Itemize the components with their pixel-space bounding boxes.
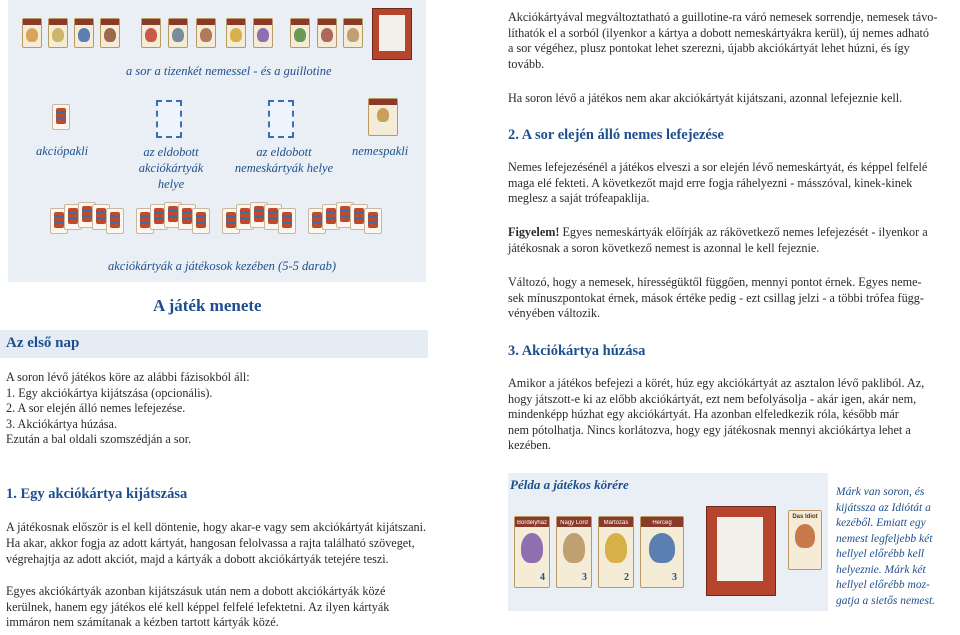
example-card-value: 3 (582, 572, 587, 583)
text-line: játékosnak a soron következő nemest is azonnal le kell fejeznie. (508, 240, 820, 255)
action-pile-card (52, 104, 70, 130)
behead-paragraph (508, 160, 958, 207)
hand-card (192, 208, 210, 234)
example-card-value: 2 (624, 572, 629, 583)
step-1-p3 (6, 584, 476, 631)
noble-card (48, 18, 68, 48)
attention-paragraph (508, 225, 958, 256)
noble-card (100, 18, 120, 48)
example-card-value: 4 (540, 572, 545, 583)
example-card-value: 3 (672, 572, 677, 583)
label-discarded-noble (234, 144, 334, 176)
text-line: kerülnek, hanem egy játékos elé kell képpel felfelé lefektetni. Az ilyen kártyák (6, 599, 390, 614)
label-line: az eldobott (256, 145, 312, 159)
noble-card (290, 18, 310, 48)
text-line (508, 225, 958, 241)
text-line: Egyes akciókártyák azonban kijátszásuk után nem a dobott akciókártyák közé (6, 584, 386, 598)
noble-card (141, 18, 161, 48)
text-line: kijátssza az Idiótát a (836, 501, 931, 514)
noble-pile-card (368, 98, 398, 136)
text-line: Nemes lefejezésénél a játékos elveszi a sor elején lévő nemeskártyát, és képpel felfelé (508, 160, 928, 174)
text-line: nem pótolhatja. Nincs korlátozva, hogy egy játékosnak mennyi akciókártya lehet a (508, 422, 911, 437)
intro-paragraph (508, 10, 958, 72)
hand-card (106, 208, 124, 234)
skip-paragraph: Ha soron lévő a játékos nem akar akciókártyát kijátszani, azonnal lefejeznie kell. (508, 91, 903, 105)
text-line: helyeznie. Márk két (836, 563, 926, 576)
step-1-p2 (6, 536, 476, 567)
text-line: immáron nem számítanak a kézben tartott kártyák közé. (6, 615, 279, 629)
label-action-pile: akciópakli (36, 144, 89, 158)
phase-item: 1. Egy akciókártya kijátszása (opcionális). (6, 385, 213, 400)
label-line: nemeskártyák helye (234, 161, 334, 175)
example-caption (836, 485, 958, 609)
example-card-title: Mártozás (603, 520, 629, 526)
attention-text: Egyes nemeskártyák előírják az rákövetkező nemes lefejezését - ilyenkor a (559, 225, 928, 239)
heading-step-2: 2. A sor elején álló nemes lefejezése (508, 127, 724, 143)
text-line: kezéből. Emiatt egy (836, 517, 926, 529)
example-card-title: Nagy Lord (560, 520, 588, 526)
label-discarded-action (124, 144, 218, 192)
discarded-action-slot (156, 100, 182, 138)
phase-item: 2. A sor elején álló nemes lefejezése. (6, 401, 186, 415)
heading-step-3: 3. Akciókártya húzása (508, 343, 646, 359)
text-line: mindenképp húzhat egy akciókártyát. Ha azonban elfeledkezik róla, később már (508, 407, 899, 421)
text-line: líthatók el a sorból (ilyenkor a kártya a dobott nemeskártyákra kerül), új nemes adható (508, 25, 930, 40)
phases-block (6, 370, 426, 448)
text-line: kezében. (508, 438, 551, 452)
example-guillotine (706, 506, 776, 596)
label-noble-pile: nemespakli (352, 144, 409, 158)
text-line: Akciókártyával megváltoztatható a guillotine-ra váró nemesek sorrendje, nemesek távo- (508, 10, 938, 24)
text-line: Változó, hogy a nemesek, hírességüktől függően, mennyi pontot érnek. Egyes neme- (508, 275, 922, 289)
setup-panel (8, 0, 426, 282)
noble-card (317, 18, 337, 48)
text-line: sek mínuszpontokat érnek, mások értéke pedig - ezt csillag jelzi - a többi trófea függ- (508, 290, 924, 305)
hand-card (278, 208, 296, 234)
text-line: Ha akar, akkor fogja az adott kártyát, hangosan felolvassa a rajta található szöveget, (6, 536, 415, 550)
discarded-noble-slot (268, 100, 294, 138)
example-title: Példa a játékos körére (510, 477, 629, 492)
vary-paragraph (508, 275, 958, 322)
example-card-title: Herceg (652, 520, 672, 526)
example-card-title: Bordélyház (516, 520, 548, 526)
hand-caption: akciókártyák a játékosok kezében (5-5 darab) (108, 259, 337, 273)
guillotine-card (372, 8, 412, 60)
noble-card (343, 18, 363, 48)
section-title: A játék menete (153, 296, 262, 315)
noble-card (74, 18, 94, 48)
text-line: nemest legfeljebb két (836, 532, 933, 545)
text-line: hellyel előrébb kell (836, 548, 925, 560)
day-heading: Az első nap (6, 335, 80, 351)
text-line: Márk van soron, és (836, 486, 925, 498)
attention-label: Figyelem! (508, 225, 560, 239)
noble-card (22, 18, 42, 48)
phases-after: Ezután a bal oldali szomszédján a sor. (6, 432, 192, 446)
draw-paragraph (508, 376, 958, 454)
row-caption: a sor a tizenkét nemessel - és a guillotine (126, 64, 332, 78)
example-idiot-title: Das Idiot (792, 514, 818, 520)
text-line: gatja a sietős nemest. (836, 594, 936, 607)
text-line: hellyel előrébb moz- (836, 579, 930, 591)
label-line: akciókártyák helye (138, 161, 204, 191)
hand-card (364, 208, 382, 234)
text-line: tovább. (508, 56, 545, 71)
noble-card (226, 18, 246, 48)
noble-card (196, 18, 216, 48)
noble-card (168, 18, 188, 48)
phase-item: 3. Akciókártya húzása. (6, 416, 118, 431)
text-line: meglesz a saját trófeapaklija. (508, 191, 650, 205)
text-line: vényében változik. (508, 306, 601, 320)
example-noble-card (640, 516, 684, 588)
text-line: maga elé fekteti. A következőt majd erre fogja ráhelyezni - másszóval, kinek-kinek (508, 175, 913, 190)
label-line: az eldobott (143, 145, 199, 159)
text-line: a sor végéhez, plusz pontokat lehet szerezni, újabb akciókártyát lehet húzni, és így (508, 41, 910, 55)
text-line: végrehajtja az adott akciót, majd a kártyák a dobott akciókártyák tetejére teszi. (6, 551, 389, 566)
text-line: Amikor a játékos befejezi a körét, húz egy akciókártyát az asztalon lévő pakliból. Az, (508, 376, 925, 390)
heading-step-1: 1. Egy akciókártya kijátszása (6, 486, 188, 502)
text-line: hogy játszott-e ki az előbb akciókártyát, ezt nem befolyásolja - akár igen, akár nem, (508, 391, 917, 406)
noble-card (253, 18, 273, 48)
phases-intro: A soron lévő játékos köre az alábbi fázisokból áll: (6, 370, 250, 384)
step-1-p1: A játékosnak először is el kell döntenie, hogy akar-e vagy sem akciókártyát kijátszani. (6, 520, 427, 534)
